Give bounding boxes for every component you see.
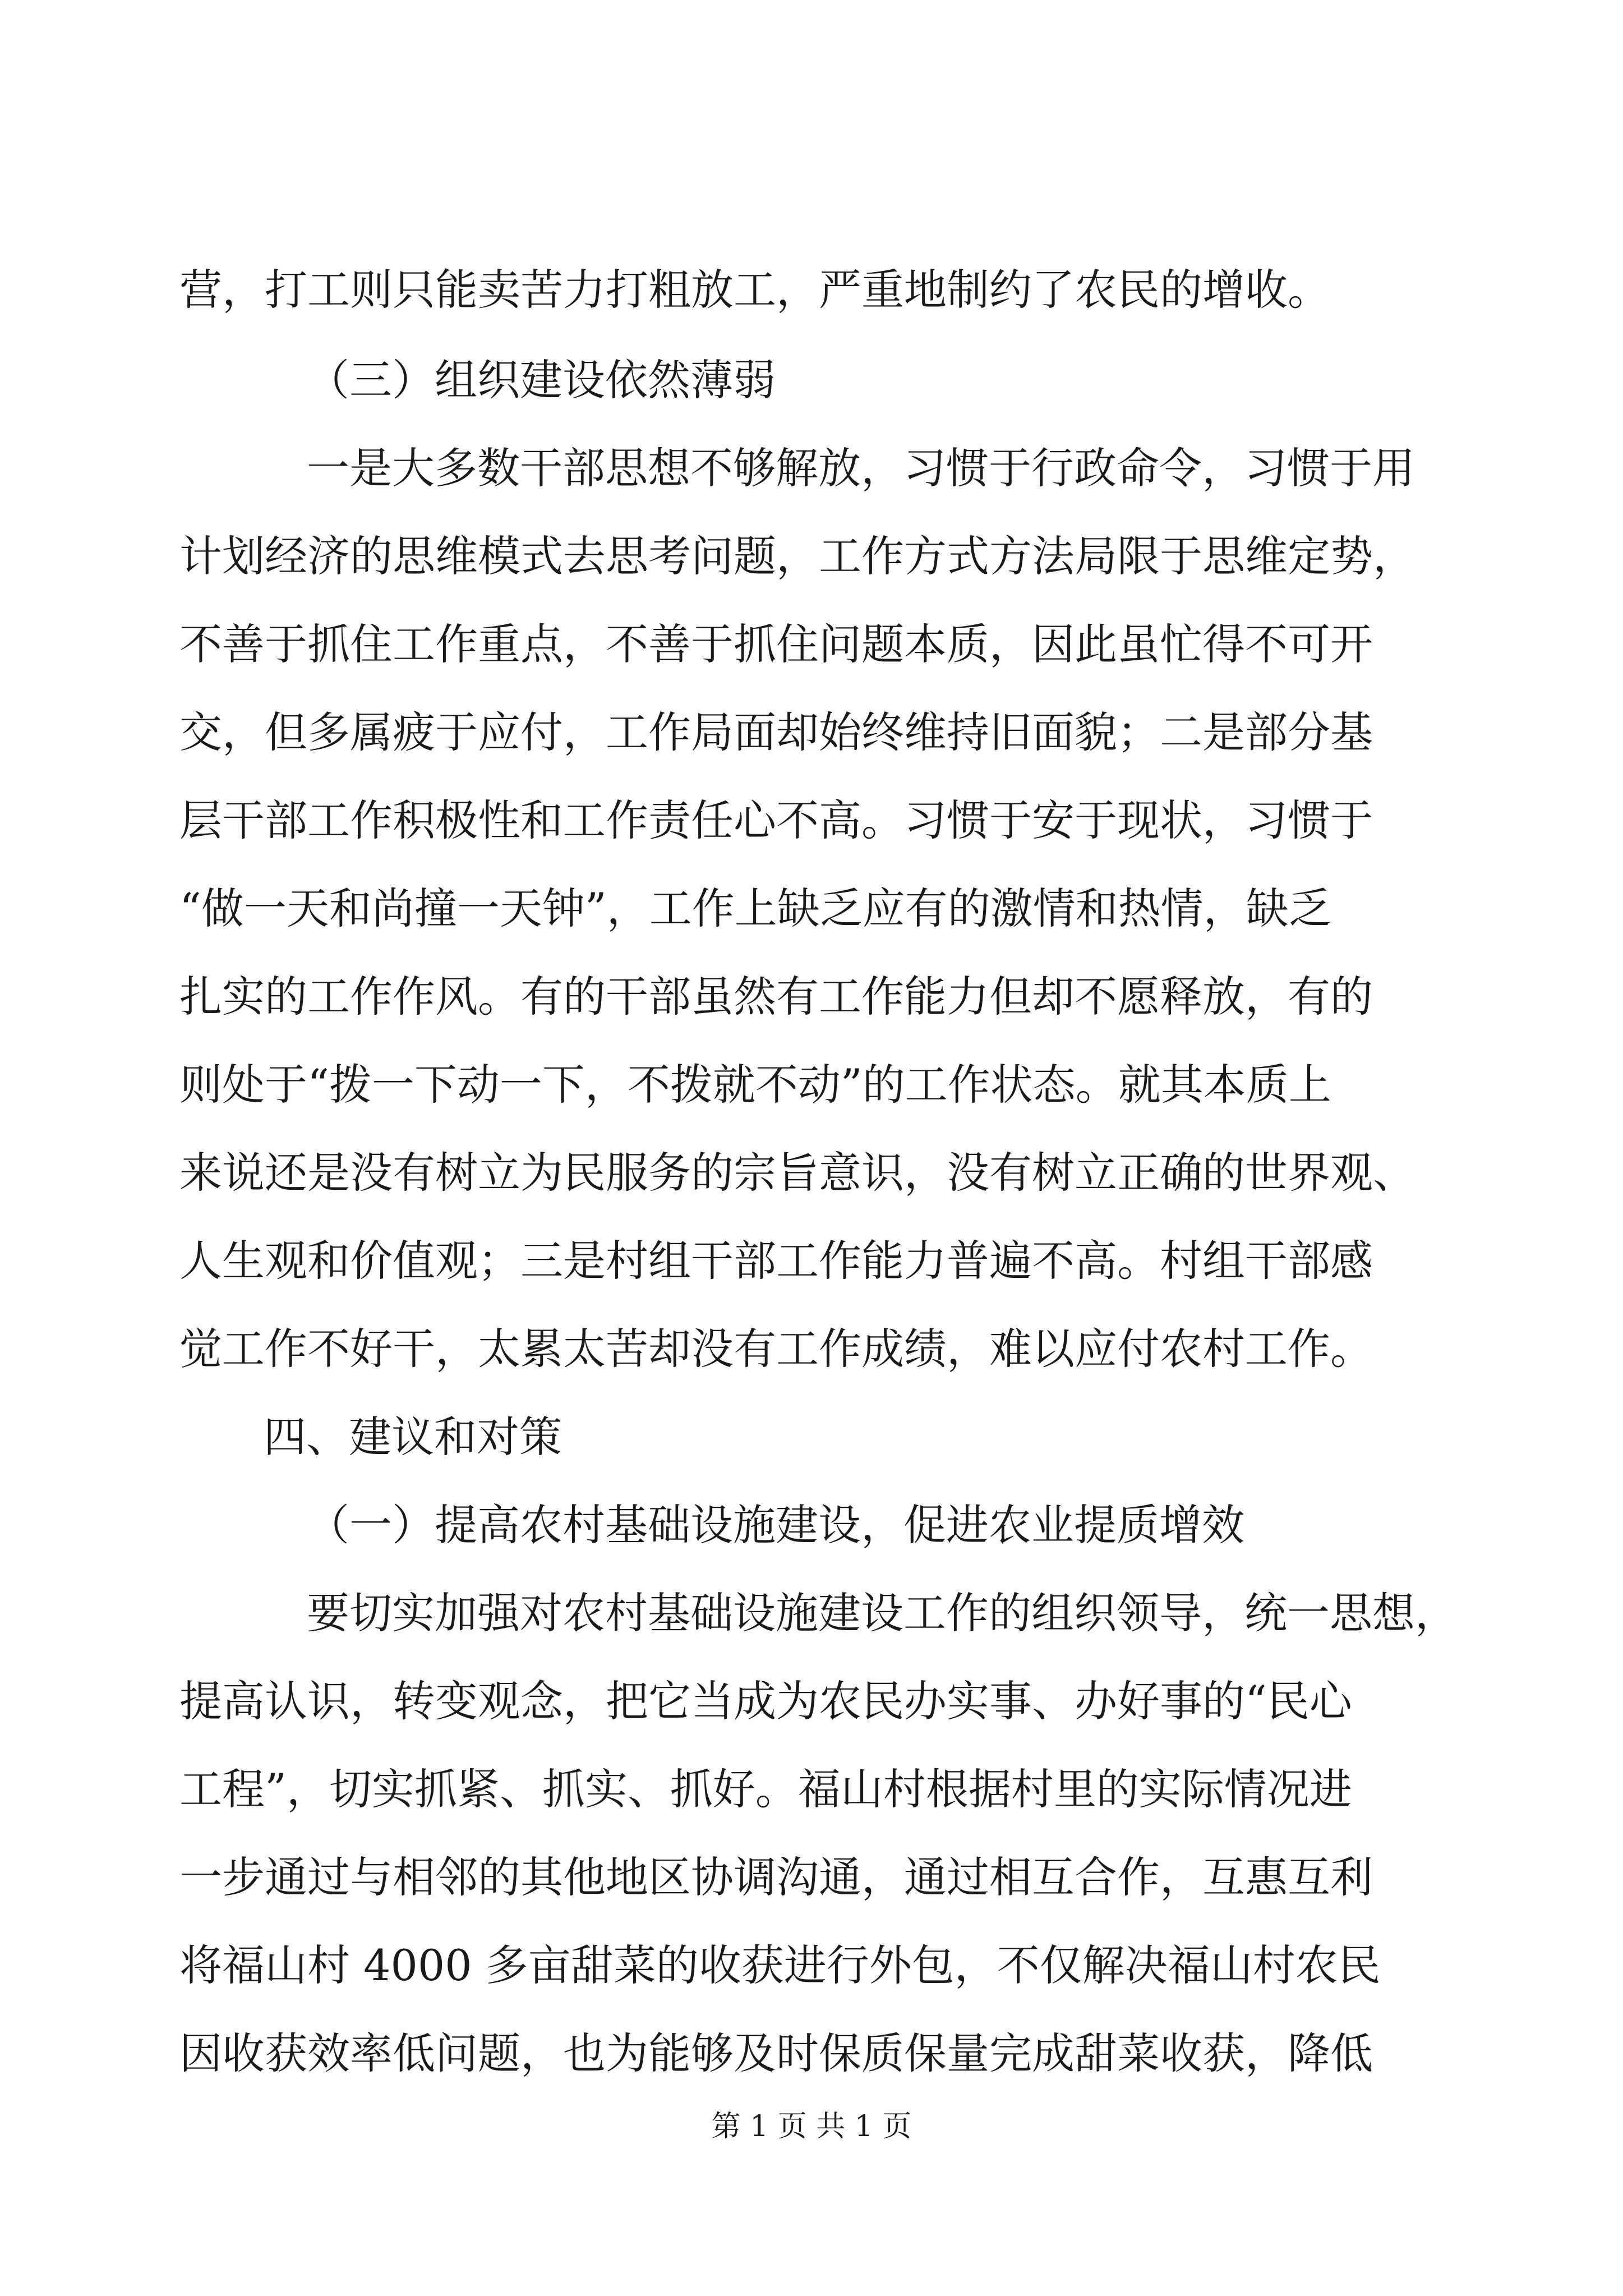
body-line-9: 扎实的工作作风。有的干部虽然有工作能力但却不愿释放，有的 [179, 972, 1373, 1022]
body-line-6: 交，但多属疲于应付，工作局面却始终维持旧面貌；二是部分基 [179, 707, 1373, 757]
body-line-3: 一是大多数干部思想不够解放，习惯于行政命令，习惯于用 [307, 443, 1415, 493]
body-line-20: 将福山村 4000 多亩甜菜的收获进行外包，不仅解决福山村农民 [179, 1940, 1381, 1990]
body-line-5: 不善于抓住工作重点，不善于抓住问题本质，因此虽忙得不可开 [179, 619, 1373, 669]
body-line-12: 人生观和价值观；三是村组干部工作能力普遍不高。村组干部感 [179, 1236, 1373, 1286]
body-line-8: “做一天和尚撞一天钟”，工作上缺乏应有的激情和热情，缺乏 [179, 884, 1331, 933]
subsection-heading-1: （一）提高农村基础设施建设，促进农业提质增效 [307, 1500, 1244, 1550]
body-line-16: 要切实加强对农村基础设施建设工作的组织领导，统一思想， [307, 1588, 1458, 1638]
page-footer: 第 1 页 共 1 页 [711, 2110, 912, 2143]
body-line-11: 来说还是没有树立为民服务的宗旨意识，没有树立正确的世界观、 [179, 1148, 1415, 1198]
body-line-19: 一步通过与相邻的其他地区协调沟通，通过相互合作，互惠互利 [179, 1852, 1373, 1902]
section-heading-4: 四、建议和对策 [264, 1412, 562, 1462]
body-line-13: 觉工作不好干，太累太苦却没有工作成绩，难以应付农村工作。 [179, 1324, 1373, 1374]
body-line-18: 工程”，切实抓紧、抓实、抓好。福山村根据村里的实际情况进 [179, 1764, 1352, 1814]
body-line-10: 则处于“拨一下动一下，不拨就不动”的工作状态。就其本质上 [179, 1060, 1331, 1110]
body-line-1: 营，打工则只能卖苦力打粗放工，严重地制约了农民的增收。 [179, 265, 1330, 315]
body-line-17: 提高认识，转变观念，把它当成为农民办实事、办好事的“民心 [179, 1676, 1352, 1726]
body-line-21: 因收获效率低问题，也为能够及时保质保量完成甜菜收获，降低 [179, 2028, 1373, 2078]
body-line-4: 计划经济的思维模式去思考问题，工作方式方法局限于思维定势， [179, 531, 1415, 581]
body-line-7: 层干部工作积极性和工作责任心不高。习惯于安于现状，习惯于 [179, 795, 1373, 845]
section-heading-3: （三）组织建设依然薄弱 [307, 355, 776, 405]
